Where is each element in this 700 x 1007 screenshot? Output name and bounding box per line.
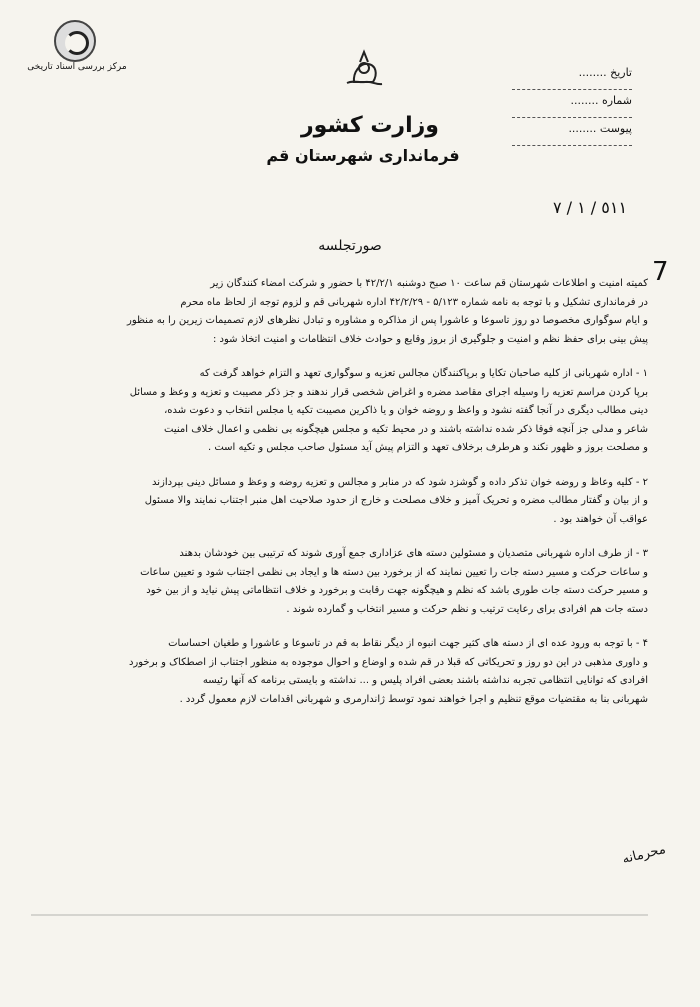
body-line: و از بیان و گفتار مطالب مضره و تحریک آمیز و خلاف مصلحت و خارج از حدود صلاحیت اهل منبر اجتناب نمایند والا مسئول	[144, 495, 648, 506]
body-line: دسته جات هم افرادی برای رعایت ترتیب و نظم حرکت و مسیر انتخاب و گمارده شوند .	[286, 603, 648, 615]
body-line: ۱ - اداره شهربانی از کلیه صاحبان تکایا و برپاکنندگان مجالس تعزیه و سوگواری تعهد و التزام خواهد گرفت که	[199, 368, 648, 379]
faded-bottom-line	[31, 914, 648, 916]
body-line: پیش بینی برای حفظ نظم و امنیت و جلوگیری از بروز وقایع و حوادث خلاف انتظامات و امنیت اتخاذ شود :	[213, 333, 648, 345]
date-field: تاریخ ........	[512, 66, 632, 90]
body-line: و ایام سوگواری مخصوصا دو روز تاسوعا و عاشورا پس از مذاکره و مشاوره و تبادل نظرهای لازم تصمیمات زیرین را به منظور	[126, 315, 648, 326]
lion-sun-emblem-icon	[337, 48, 389, 92]
body-line: کمیته امنیت و اطلاعات شهرستان قم ساعت ۱۰ صبح دوشنبه ۴۲/۲/۱ با حضور و شرکت امضاء کنندگان زیر	[210, 278, 648, 289]
body-line: برپا کردن مراسم تعزیه را وسیله اجرای مقاصد مضره و اغراض شخصی قرار ندهند و جز ذکر مصیبت و تعزیه و وعظ و مسائل	[129, 386, 648, 398]
body-line: شاعر و مدلی جز آنچه فوقا ذکر شده نداشته باشند و در محیط تکیه و مجلس هیچگونه بی نظمی و اعمال خلاف امنیت	[164, 423, 648, 435]
body-line: و مسیر حرکت دسته جات طوری باشد که نظم و هیچگونه جهت رقابت و برخورد و خلاف انتظاماتی پیش نیاید و از بین خود	[146, 585, 648, 596]
governorate-heading: فرمانداری شهرستان قم	[266, 146, 460, 165]
body-line: ۳ - از طرف اداره شهربانی متصدیان و مسئولین دسته های عزاداری جمع آوری شوند که ترتیبی بین خودشان بدهند	[179, 548, 648, 559]
body-line: ۲ - کلیه وعاظ و روضه خوان تذکر داده و گوشزد شود که در منابر و مجالس و تعزیه روضه و وعظ و مسائل دینی بپردازند	[152, 476, 648, 488]
handwritten-margin-note: محرمانه	[620, 841, 668, 868]
paragraph-3	[31, 545, 648, 619]
header-fields	[512, 66, 632, 150]
minutes-title: صورتجلسه	[318, 238, 382, 254]
body-line: و مصلحت بروز و ظهور نکند و هرطرف برخلاف تعهد و التزام پیش آید مسئول صاحب مجلس و تکیه است .	[207, 442, 648, 453]
paragraph-1	[31, 365, 648, 458]
body-line: افرادی که توانایی انتظامی تجربه نداشته باشند بعضی افراد پلیس و ... نداشته و بایستی برنامه که آنها رئیسه	[202, 675, 648, 686]
attachment-field: پیوست ........	[512, 122, 632, 146]
document-number: ٥١١ / ١ / ٧	[552, 198, 628, 217]
watermark-text: مرکز بررسی اسناد تاریخی	[27, 62, 127, 72]
handwritten-side-mark: 7	[652, 257, 669, 287]
archive-logo-icon	[54, 20, 96, 62]
paragraph-2	[31, 474, 648, 530]
body-line: عواقب آن خواهند بود .	[553, 513, 648, 525]
paragraph-4	[31, 635, 648, 709]
number-field: شماره ........	[512, 94, 632, 118]
body-line: و داوری مذهبی در این دو روز و تحریکاتی که قبلا در قم شده و اوضاع و احوال موجوده به منظور اجتناب از اصطکاک و برخورد	[128, 656, 648, 668]
watermark-logo	[22, 20, 132, 82]
paragraph-intro	[31, 275, 648, 349]
body-line: دینی مطالب دیگری در آنجا گفته نشود و واعظ و روضه خوان و یا ذاکرین مصیبت تکیه یا مجلس انتخاب و دعوت شده،	[164, 405, 648, 416]
ministry-heading: وزارت کشور	[301, 113, 439, 138]
body-line: شهربانی بنا به مقتضیات موقع تنظیم و اجرا خواهند نمود توسط ژاندارمری و شهربانی اقدامات لازم معمول گردد .	[179, 693, 648, 705]
body-line: ۴ - با توجه به ورود عده ای از دسته های کثیر جهت انبوه از دیگر نقاط به قم در تاسوعا و عاشورا و طغیان احساسات	[168, 638, 648, 649]
document-body	[31, 275, 648, 725]
body-line: در فرمانداری تشکیل و با توجه به نامه شماره ۵/۱۲۳ - ۴۲/۲/۲۹ اداره شهربانی قم و لزوم توجه از لحاظ ماه محرم	[180, 296, 648, 308]
body-line: و ساعات حرکت و مسیر دسته جات را تعیین نمایند که از برخورد بین دسته ها و ایجاد بی نظمی اجتناب شود و تعیین ساعات	[140, 566, 648, 578]
